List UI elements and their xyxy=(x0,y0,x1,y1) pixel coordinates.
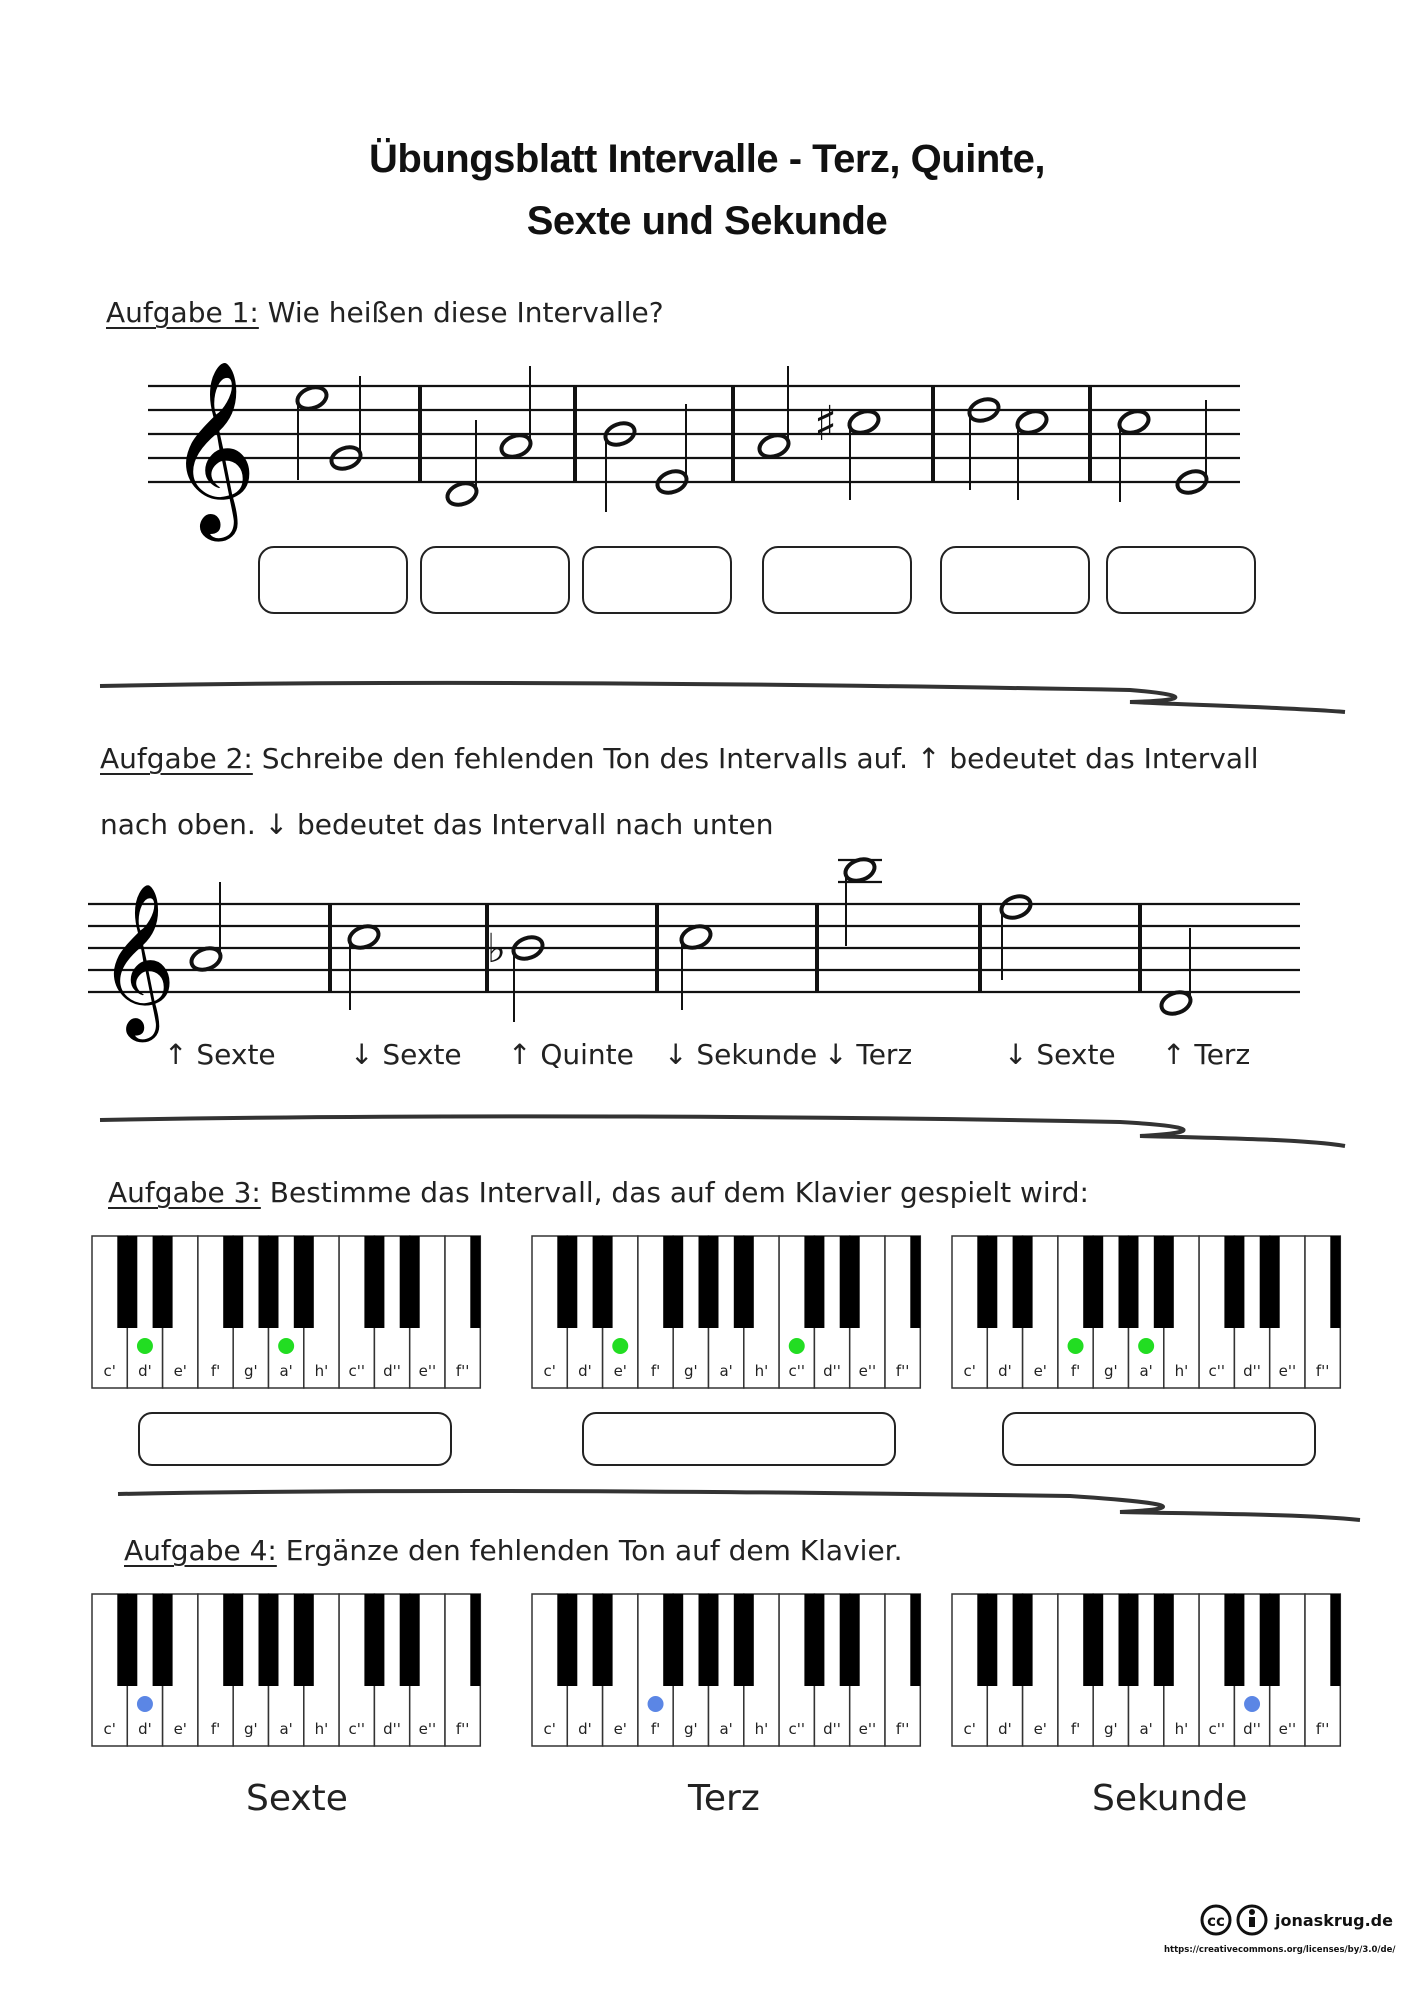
black-key[interactable] xyxy=(557,1236,577,1328)
direction-3: ↑ Quinte xyxy=(508,1038,634,1071)
key-marker xyxy=(612,1338,628,1354)
answer-label-1: Sexte xyxy=(246,1778,348,1819)
task-2-heading xyxy=(100,742,1259,775)
black-key[interactable] xyxy=(1119,1236,1139,1328)
key-marker xyxy=(278,1338,294,1354)
black-key[interactable] xyxy=(699,1594,719,1686)
notes-measure-5 xyxy=(966,395,1049,500)
notes-measure-1 xyxy=(294,376,363,480)
black-key[interactable] xyxy=(699,1236,719,1328)
task-3-keyboard-2 xyxy=(532,1236,920,1388)
treble-clef-icon: 𝄞 xyxy=(168,360,257,534)
black-key[interactable] xyxy=(593,1236,613,1328)
black-key[interactable] xyxy=(663,1594,683,1686)
key-label: h' xyxy=(314,1720,329,1738)
black-key[interactable] xyxy=(117,1236,137,1328)
black-key[interactable] xyxy=(259,1594,279,1686)
answer-box-5[interactable] xyxy=(940,546,1090,614)
treble-clef-icon-2: 𝄞 xyxy=(98,882,177,1036)
title-line-2: Sexte und Sekunde xyxy=(526,199,888,243)
task-1-label: Aufgabe 1: xyxy=(106,296,259,329)
key-marker xyxy=(1244,1696,1260,1712)
key-label: d'' xyxy=(823,1362,841,1380)
black-key[interactable] xyxy=(400,1594,420,1686)
black-key[interactable] xyxy=(1330,1594,1340,1686)
task-3-heading xyxy=(108,1176,1089,1209)
key-label: c' xyxy=(543,1362,556,1380)
task-3-label: Aufgabe 3: xyxy=(108,1176,261,1209)
key-label: d' xyxy=(578,1720,592,1738)
key-label: e'' xyxy=(858,1362,877,1380)
black-key[interactable] xyxy=(804,1236,824,1328)
key-label: a' xyxy=(1139,1362,1153,1380)
key-label: c'' xyxy=(1208,1720,1225,1738)
key-label: c'' xyxy=(348,1720,365,1738)
black-key[interactable] xyxy=(1330,1236,1340,1328)
task-1-text: Wie heißen diese Intervalle? xyxy=(258,296,664,329)
key-label: c' xyxy=(963,1362,976,1380)
black-key[interactable] xyxy=(364,1236,384,1328)
key-label: a' xyxy=(1139,1720,1153,1738)
key-label: e' xyxy=(1033,1362,1047,1380)
key-label: d'' xyxy=(383,1720,401,1738)
key-label: a' xyxy=(719,1720,733,1738)
key-label: e' xyxy=(613,1362,627,1380)
key-label: e'' xyxy=(858,1720,877,1738)
divider-3 xyxy=(118,1491,1360,1520)
black-key[interactable] xyxy=(470,1236,480,1328)
answer-label-2: Terz xyxy=(688,1778,760,1819)
key-marker xyxy=(137,1696,153,1712)
key-label: d' xyxy=(138,1362,152,1380)
key-label: h' xyxy=(1174,1720,1189,1738)
key-label: g' xyxy=(244,1720,258,1738)
black-key[interactable] xyxy=(1224,1236,1244,1328)
black-key[interactable] xyxy=(910,1236,920,1328)
direction-6: ↓ Sexte xyxy=(1004,1038,1116,1071)
sharp-icon: ♯ xyxy=(814,396,838,452)
key-label: f' xyxy=(1070,1720,1081,1738)
key-label: e' xyxy=(173,1362,187,1380)
key-label: h' xyxy=(754,1720,769,1738)
black-key[interactable] xyxy=(804,1594,824,1686)
notes-measure-2 xyxy=(444,366,533,509)
key-label: d' xyxy=(998,1720,1012,1738)
answer-box-1[interactable] xyxy=(258,546,408,614)
answer-label-3: Sekunde xyxy=(1092,1778,1248,1819)
key-label: f'' xyxy=(1315,1720,1330,1738)
key-label: a' xyxy=(279,1720,293,1738)
key-label: e'' xyxy=(1278,1720,1297,1738)
black-key[interactable] xyxy=(1013,1594,1033,1686)
key-label: c'' xyxy=(788,1362,805,1380)
black-key[interactable] xyxy=(1260,1594,1280,1686)
key-label: c'' xyxy=(348,1362,365,1380)
key-marker xyxy=(137,1338,153,1354)
black-key[interactable] xyxy=(470,1594,480,1686)
black-key[interactable] xyxy=(1083,1236,1103,1328)
key-label: f' xyxy=(650,1362,661,1380)
key-label: g' xyxy=(244,1362,258,1380)
flat-icon: ♭ xyxy=(487,926,506,972)
person-icon xyxy=(1249,1909,1255,1915)
footer-site: jonaskrug.de xyxy=(1275,1911,1393,1930)
key-label: g' xyxy=(1104,1362,1118,1380)
black-key[interactable] xyxy=(1119,1594,1139,1686)
black-key[interactable] xyxy=(364,1594,384,1686)
key-label: e' xyxy=(613,1720,627,1738)
task-4-keyboard-3 xyxy=(952,1594,1340,1746)
black-key[interactable] xyxy=(1224,1594,1244,1686)
key-label: d'' xyxy=(1243,1362,1261,1380)
key-label: g' xyxy=(1104,1720,1118,1738)
direction-4: ↓ Sekunde xyxy=(664,1038,818,1071)
key-label: d'' xyxy=(823,1720,841,1738)
answer-box-piano-1[interactable] xyxy=(138,1412,452,1466)
black-key[interactable] xyxy=(1013,1236,1033,1328)
key-label: f' xyxy=(650,1720,661,1738)
key-label: c'' xyxy=(788,1720,805,1738)
black-key[interactable] xyxy=(663,1236,683,1328)
task-3-keyboard-3 xyxy=(952,1236,1340,1388)
footer-license: https://creativecommons.org/licenses/by/3.0/de/ xyxy=(1164,1945,1396,1955)
key-label: h' xyxy=(1174,1362,1189,1380)
key-marker xyxy=(1138,1338,1154,1354)
task-4-heading xyxy=(124,1534,903,1567)
cc-logo xyxy=(1202,1906,1266,1934)
divider-2 xyxy=(100,1116,1345,1146)
key-label: h' xyxy=(754,1362,769,1380)
key-label: e' xyxy=(1033,1720,1047,1738)
title-line-1: Übungsblatt Intervalle - Terz, Quinte, xyxy=(369,137,1045,181)
black-key[interactable] xyxy=(593,1594,613,1686)
black-key[interactable] xyxy=(734,1594,754,1686)
key-label: f'' xyxy=(455,1362,470,1380)
key-marker xyxy=(648,1696,664,1712)
key-label: f' xyxy=(210,1362,221,1380)
key-label: e'' xyxy=(418,1720,437,1738)
black-key[interactable] xyxy=(1154,1236,1174,1328)
key-label: d'' xyxy=(383,1362,401,1380)
key-label: g' xyxy=(684,1720,698,1738)
notes-task-2 xyxy=(188,855,1193,1022)
black-key[interactable] xyxy=(400,1236,420,1328)
key-label: f'' xyxy=(1315,1362,1330,1380)
black-key[interactable] xyxy=(294,1236,314,1328)
key-label: c' xyxy=(103,1362,116,1380)
black-key[interactable] xyxy=(734,1236,754,1328)
black-key[interactable] xyxy=(840,1594,860,1686)
task-4-keyboard-1 xyxy=(92,1594,480,1746)
key-label: f'' xyxy=(895,1362,910,1380)
key-label: c'' xyxy=(1208,1362,1225,1380)
key-label: d' xyxy=(998,1362,1012,1380)
task-2-text-line-2: nach oben. ↓ bedeutet das Intervall nach unten xyxy=(100,808,774,841)
direction-5: ↓ Terz xyxy=(824,1038,913,1071)
key-label: g' xyxy=(684,1362,698,1380)
black-key[interactable] xyxy=(1083,1594,1103,1686)
direction-1: ↑ Sexte xyxy=(164,1038,276,1071)
answer-box-6[interactable] xyxy=(1106,546,1256,614)
black-key[interactable] xyxy=(117,1594,137,1686)
key-label: c' xyxy=(103,1720,116,1738)
black-key[interactable] xyxy=(1260,1236,1280,1328)
key-label: a' xyxy=(719,1362,733,1380)
key-label: e' xyxy=(173,1720,187,1738)
key-label: d' xyxy=(578,1362,592,1380)
task-4-label: Aufgabe 4: xyxy=(124,1534,277,1567)
direction-2: ↓ Sexte xyxy=(350,1038,462,1071)
black-key[interactable] xyxy=(153,1594,173,1686)
task-2-label: Aufgabe 2: xyxy=(100,742,253,775)
answer-box-piano-3[interactable] xyxy=(1002,1412,1316,1466)
key-label: f'' xyxy=(455,1720,470,1738)
black-key[interactable] xyxy=(153,1236,173,1328)
answer-box-3[interactable] xyxy=(582,546,732,614)
black-key[interactable] xyxy=(223,1594,243,1686)
key-label: e'' xyxy=(418,1362,437,1380)
black-key[interactable] xyxy=(294,1594,314,1686)
direction-7: ↑ Terz xyxy=(1162,1038,1251,1071)
key-label: f' xyxy=(1070,1362,1081,1380)
black-key[interactable] xyxy=(840,1236,860,1328)
black-key[interactable] xyxy=(557,1594,577,1686)
key-label: f'' xyxy=(895,1720,910,1738)
key-label: d'' xyxy=(1243,1720,1261,1738)
black-key[interactable] xyxy=(259,1236,279,1328)
answer-box-piano-2[interactable] xyxy=(582,1412,896,1466)
notes-measure-6 xyxy=(1116,400,1209,502)
black-key[interactable] xyxy=(977,1594,997,1686)
key-label: d' xyxy=(138,1720,152,1738)
key-marker xyxy=(1068,1338,1084,1354)
task-4-text: Ergänze den fehlenden Ton auf dem Klavier. xyxy=(276,1534,903,1567)
key-label: a' xyxy=(279,1362,293,1380)
black-key[interactable] xyxy=(223,1236,243,1328)
divider-1 xyxy=(100,683,1345,712)
answer-box-4[interactable] xyxy=(762,546,912,614)
key-marker xyxy=(789,1338,805,1354)
black-key[interactable] xyxy=(910,1594,920,1686)
task-4-keyboard-2 xyxy=(532,1594,920,1746)
black-key[interactable] xyxy=(1154,1594,1174,1686)
key-label: f' xyxy=(210,1720,221,1738)
answer-box-2[interactable] xyxy=(420,546,570,614)
key-label: h' xyxy=(314,1362,329,1380)
black-key[interactable] xyxy=(977,1236,997,1328)
cc-text: cc xyxy=(1207,1912,1225,1930)
task-3-text: Bestimme das Intervall, das auf dem Klavier gespielt wird: xyxy=(260,1176,1089,1209)
task-3-keyboard-1 xyxy=(92,1236,480,1388)
key-label: e'' xyxy=(1278,1362,1297,1380)
staff-task-1 xyxy=(148,386,1240,482)
key-label: c' xyxy=(963,1720,976,1738)
key-label: c' xyxy=(543,1720,556,1738)
task-2-text: Schreibe den fehlenden Ton des Intervalls auf. ↑ bedeutet das Intervall xyxy=(252,742,1259,775)
